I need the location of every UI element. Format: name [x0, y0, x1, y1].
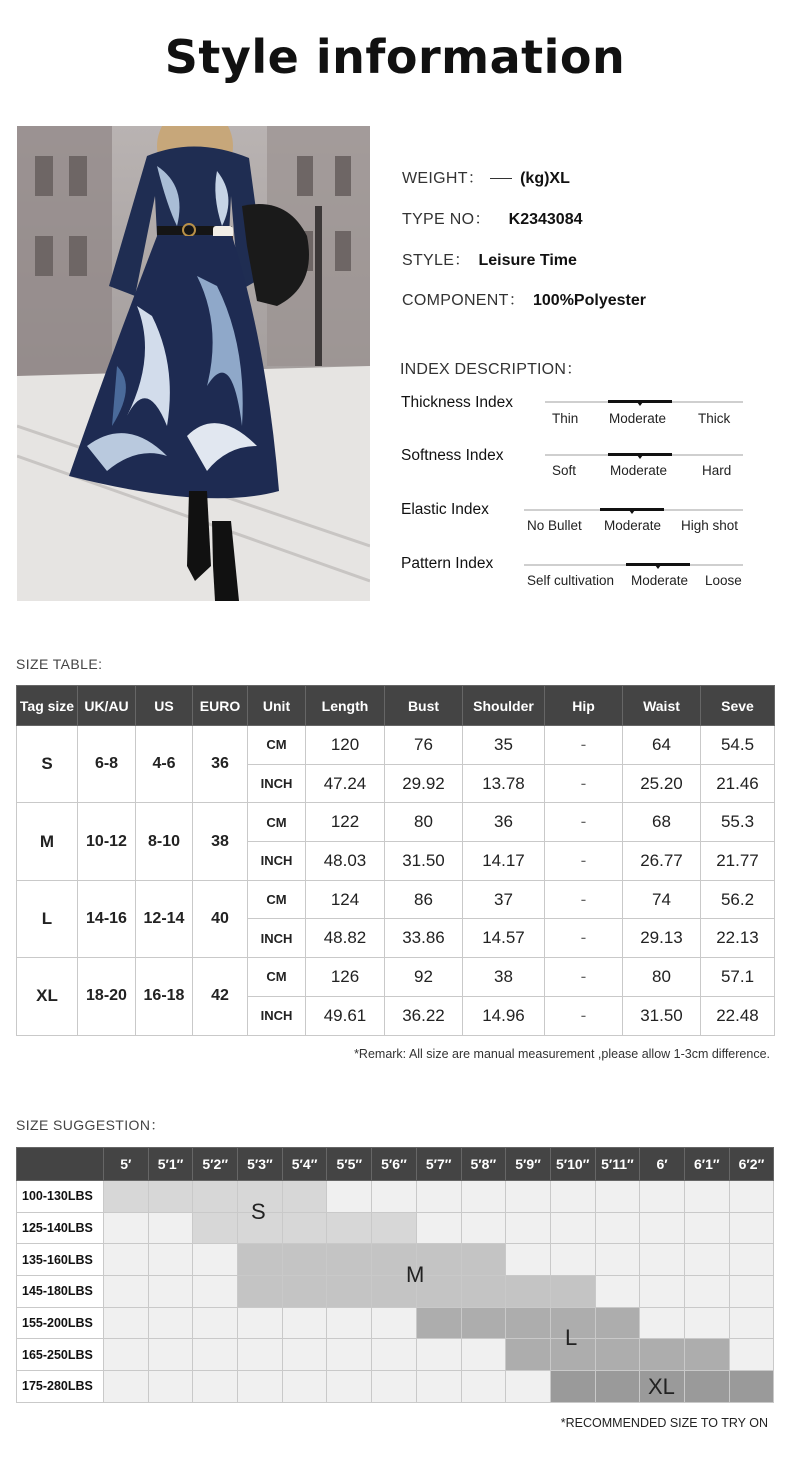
measure-cell: 80: [623, 958, 701, 997]
suggestion-cell: [595, 1244, 640, 1276]
column-header: Seve: [701, 686, 775, 726]
unit-cell: INCH: [248, 919, 306, 958]
height-header: 6′1″: [684, 1148, 729, 1181]
suggestion-cell: [238, 1244, 283, 1276]
weight-cell: 100-130LBS: [17, 1181, 104, 1213]
type-value: K2343084: [508, 211, 583, 228]
suggestion-cell: [461, 1244, 506, 1276]
height-header: 5′11″: [595, 1148, 640, 1181]
column-header: Tag size: [17, 686, 78, 726]
elastic-option: Moderate: [604, 518, 662, 533]
suggestion-cell: [104, 1181, 149, 1213]
suggestion-cell: [327, 1276, 372, 1308]
suggestion-cell: [148, 1339, 193, 1371]
corner-cell: [17, 1148, 104, 1181]
suggestion-cell: [327, 1244, 372, 1276]
measure-cell: 76: [385, 726, 463, 765]
measure-cell: 21.77: [701, 842, 775, 881]
suggestion-cell: [595, 1307, 640, 1339]
suggestion-cell: [416, 1212, 461, 1244]
measure-cell: 36: [463, 803, 545, 842]
suggestion-cell: [193, 1181, 238, 1213]
measure-cell: 22.13: [701, 919, 775, 958]
measure-cell: 47.24: [306, 764, 385, 803]
measure-cell: 57.1: [701, 958, 775, 997]
suggestion-cell: [416, 1339, 461, 1371]
suggestion-cell: [104, 1276, 149, 1308]
unit-cell: CM: [248, 726, 306, 765]
suggestion-cell: [282, 1181, 327, 1213]
suggestion-cell: [238, 1371, 283, 1403]
suggestion-cell: [327, 1307, 372, 1339]
suggestion-cell: [193, 1371, 238, 1403]
suggestion-cell: [148, 1371, 193, 1403]
table-row: [17, 1339, 774, 1371]
thickness-option: Moderate: [609, 411, 667, 426]
weight-cell: 125-140LBS: [17, 1212, 104, 1244]
suggestion-cell: [640, 1307, 685, 1339]
suggestion-cell: [550, 1371, 595, 1403]
measure-cell: -: [545, 996, 623, 1035]
dash-icon: [490, 178, 512, 179]
suggestion-cell: [282, 1339, 327, 1371]
measure-cell: -: [545, 958, 623, 997]
suggestion-cell: [461, 1276, 506, 1308]
unit-cell: INCH: [248, 764, 306, 803]
table-row: [17, 1181, 774, 1213]
suggestion-cell: [506, 1371, 551, 1403]
pattern-option: Moderate: [631, 573, 689, 588]
uk-au-cell: 14-16: [78, 880, 136, 957]
column-header: Length: [306, 686, 385, 726]
measure-cell: -: [545, 919, 623, 958]
suggestion-cell: [148, 1244, 193, 1276]
column-header: Unit: [248, 686, 306, 726]
suggestion-cell: [595, 1371, 640, 1403]
suggestion-cell: [193, 1244, 238, 1276]
tag-size-cell: L: [17, 880, 78, 957]
thickness-index-label: Thickness Index: [401, 394, 513, 411]
tag-size-cell: S: [17, 726, 78, 803]
suggestion-cell: [282, 1276, 327, 1308]
size-xl-label: XL: [648, 1374, 675, 1399]
elastic-index-marker: [600, 508, 664, 511]
suggestion-cell: [461, 1339, 506, 1371]
euro-cell: 42: [193, 958, 248, 1035]
size-suggestion-label: SIZE SUGGESTION：: [16, 1117, 165, 1133]
measure-cell: 48.03: [306, 842, 385, 881]
height-header: 6′2″: [729, 1148, 774, 1181]
suggestion-cell: [282, 1371, 327, 1403]
suggestion-cell: [327, 1371, 372, 1403]
suggestion-cell: [148, 1212, 193, 1244]
table-row: [17, 803, 775, 842]
suggestion-cell: [148, 1307, 193, 1339]
measure-cell: 86: [385, 880, 463, 919]
suggestion-cell: [729, 1371, 774, 1403]
suggestion-cell: [461, 1181, 506, 1213]
suggestion-cell: [372, 1181, 417, 1213]
size-l-label: L: [565, 1325, 578, 1350]
suggestion-cell: [640, 1276, 685, 1308]
pattern-index-label: Pattern Index: [401, 555, 494, 572]
suggestion-cell: [729, 1276, 774, 1308]
measure-cell: 14.57: [463, 919, 545, 958]
suggestion-cell: [282, 1307, 327, 1339]
style-value: Leisure Time: [478, 252, 577, 269]
measure-cell: 25.20: [623, 764, 701, 803]
weight-cell: 155-200LBS: [17, 1307, 104, 1339]
measure-cell: 38: [463, 958, 545, 997]
measure-cell: 92: [385, 958, 463, 997]
suggestion-cell: [372, 1339, 417, 1371]
component-value: 100%Polyester: [533, 292, 646, 309]
suggestion-cell: [640, 1244, 685, 1276]
tag-size-cell: M: [17, 803, 78, 880]
euro-cell: 36: [193, 726, 248, 803]
us-cell: 4-6: [136, 726, 193, 803]
height-header: 5′4″: [282, 1148, 327, 1181]
tag-size-cell: XL: [17, 958, 78, 1035]
measure-cell: 37: [463, 880, 545, 919]
suggestion-cell: [238, 1276, 283, 1308]
measure-cell: 29.13: [623, 919, 701, 958]
size-remark: *Remark: All size are manual measurement ,please allow 1-3cm difference.: [354, 1047, 770, 1061]
softness-option: Soft: [552, 463, 577, 478]
product-photo: [17, 126, 370, 601]
suggestion-cell: [327, 1181, 372, 1213]
column-header: Bust: [385, 686, 463, 726]
euro-cell: 40: [193, 880, 248, 957]
column-header: Shoulder: [463, 686, 545, 726]
suggestion-cell: [148, 1276, 193, 1308]
us-cell: 12-14: [136, 880, 193, 957]
unit-cell: INCH: [248, 842, 306, 881]
height-header: 5′10″: [550, 1148, 595, 1181]
suggestion-cell: [461, 1371, 506, 1403]
measure-cell: 124: [306, 880, 385, 919]
measure-cell: -: [545, 726, 623, 765]
suggestion-cell: [550, 1244, 595, 1276]
suggestion-cell: [684, 1371, 729, 1403]
suggestion-cell: [550, 1212, 595, 1244]
weight-value: (kg)XL: [520, 170, 570, 187]
suggestion-cell: [684, 1339, 729, 1371]
table-row: [17, 958, 775, 997]
suggestion-cell: [193, 1307, 238, 1339]
suggestion-cell: [193, 1212, 238, 1244]
weight-cell: 165-250LBS: [17, 1339, 104, 1371]
measure-cell: 80: [385, 803, 463, 842]
height-header: 5′9″: [506, 1148, 551, 1181]
suggestion-cell: [372, 1307, 417, 1339]
pattern-option: Self cultivation: [527, 573, 615, 588]
suggestion-cell: [506, 1181, 551, 1213]
height-header: 5′8″: [461, 1148, 506, 1181]
suggestion-cell: [729, 1212, 774, 1244]
pattern-option: Loose: [705, 573, 742, 588]
suggestion-cell: [729, 1339, 774, 1371]
measure-cell: 56.2: [701, 880, 775, 919]
suggestion-cell: [416, 1371, 461, 1403]
measure-cell: -: [545, 803, 623, 842]
measure-cell: 14.17: [463, 842, 545, 881]
suggestion-cell: [550, 1276, 595, 1308]
suggestion-cell: [640, 1181, 685, 1213]
suggestion-cell: [104, 1339, 149, 1371]
table-row: [17, 1276, 774, 1308]
suggestion-cell: [640, 1212, 685, 1244]
us-cell: 16-18: [136, 958, 193, 1035]
elastic-index-label: Elastic Index: [401, 501, 489, 518]
suggestion-cell: [506, 1307, 551, 1339]
suggestion-cell: [193, 1339, 238, 1371]
column-header: Hip: [545, 686, 623, 726]
us-cell: 8-10: [136, 803, 193, 880]
measure-cell: 26.77: [623, 842, 701, 881]
suggestion-cell: [282, 1244, 327, 1276]
suggestion-cell: [684, 1307, 729, 1339]
column-header: EURO: [193, 686, 248, 726]
measure-cell: 13.78: [463, 764, 545, 803]
measure-cell: -: [545, 842, 623, 881]
recommended-note: *RECOMMENDED SIZE TO TRY ON: [560, 1416, 768, 1430]
measure-cell: 54.5: [701, 726, 775, 765]
thickness-option: Thin: [552, 411, 579, 426]
table-row: [17, 726, 775, 765]
suggestion-cell: [684, 1212, 729, 1244]
height-header: 5′7″: [416, 1148, 461, 1181]
suggestion-cell: [461, 1212, 506, 1244]
measure-cell: 48.82: [306, 919, 385, 958]
measure-cell: 14.96: [463, 996, 545, 1035]
suggestion-cell: [729, 1307, 774, 1339]
euro-cell: 38: [193, 803, 248, 880]
type-row: [402, 206, 582, 229]
measure-cell: -: [545, 764, 623, 803]
height-header: 5′3″: [238, 1148, 283, 1181]
softness-option: Moderate: [610, 463, 668, 478]
suggestion-cell: [595, 1181, 640, 1213]
size-s-label: S: [251, 1199, 266, 1224]
index-description-title: INDEX DESCRIPTION：: [400, 361, 583, 378]
suggestion-cell: [506, 1339, 551, 1371]
table-row: [17, 1212, 774, 1244]
weight-cell: 175-280LBS: [17, 1371, 104, 1403]
style-label: STYLE：: [402, 252, 471, 269]
measure-cell: 126: [306, 958, 385, 997]
uk-au-cell: 18-20: [78, 958, 136, 1035]
unit-cell: CM: [248, 803, 306, 842]
measure-cell: 64: [623, 726, 701, 765]
unit-cell: CM: [248, 880, 306, 919]
suggestion-cell: [729, 1244, 774, 1276]
suggestion-cell: [461, 1307, 506, 1339]
suggestion-cell: [238, 1307, 283, 1339]
height-header: 5′: [104, 1148, 149, 1181]
measure-cell: 29.92: [385, 764, 463, 803]
suggestion-cell: [104, 1212, 149, 1244]
suggestion-cell: [327, 1212, 372, 1244]
measure-cell: 21.46: [701, 764, 775, 803]
suggestion-cell: [327, 1339, 372, 1371]
measure-cell: 36.22: [385, 996, 463, 1035]
height-header: 5′5″: [327, 1148, 372, 1181]
suggestion-cell: [506, 1212, 551, 1244]
size-m-label: M: [406, 1262, 425, 1287]
measure-cell: 31.50: [385, 842, 463, 881]
size-table-header: [17, 686, 775, 726]
uk-au-cell: 10-12: [78, 803, 136, 880]
weight-cell: 135-160LBS: [17, 1244, 104, 1276]
size-suggestion-header: [17, 1148, 774, 1181]
table-row: [17, 1244, 774, 1276]
table-row: [17, 880, 775, 919]
height-header: 6′: [640, 1148, 685, 1181]
suggestion-cell: [595, 1276, 640, 1308]
unit-cell: CM: [248, 958, 306, 997]
suggestion-cell: [684, 1181, 729, 1213]
thickness-index-marker: [608, 400, 672, 403]
suggestion-cell: [506, 1276, 551, 1308]
suggestion-cell: [416, 1181, 461, 1213]
softness-option: Hard: [702, 463, 732, 478]
measure-cell: 55.3: [701, 803, 775, 842]
suggestion-cell: [640, 1339, 685, 1371]
suggestion-cell: [372, 1371, 417, 1403]
measure-cell: -: [545, 880, 623, 919]
height-header: 5′2″: [193, 1148, 238, 1181]
size-suggestion-table: [16, 1147, 774, 1403]
suggestion-cell: [104, 1307, 149, 1339]
suggestion-cell: [550, 1181, 595, 1213]
suggestion-cell: [193, 1276, 238, 1308]
component-row: [402, 287, 646, 310]
suggestion-cell: [729, 1181, 774, 1213]
measure-cell: 120: [306, 726, 385, 765]
measure-cell: 68: [623, 803, 701, 842]
style-row: [402, 247, 577, 270]
component-label: COMPONENT：: [402, 292, 525, 309]
measure-cell: 33.86: [385, 919, 463, 958]
suggestion-cell: [104, 1244, 149, 1276]
softness-index-marker: [608, 453, 672, 456]
measure-cell: 49.61: [306, 996, 385, 1035]
measure-cell: 122: [306, 803, 385, 842]
suggestion-cell: [372, 1212, 417, 1244]
measure-cell: 22.48: [701, 996, 775, 1035]
suggestion-cell: [416, 1307, 461, 1339]
size-table-label: SIZE TABLE:: [16, 656, 103, 672]
height-header: 5′6″: [372, 1148, 417, 1181]
column-header: UK/AU: [78, 686, 136, 726]
measure-cell: 35: [463, 726, 545, 765]
suggestion-cell: [148, 1181, 193, 1213]
column-header: Waist: [623, 686, 701, 726]
suggestion-cell: [684, 1244, 729, 1276]
measure-cell: 31.50: [623, 996, 701, 1035]
measure-cell: 74: [623, 880, 701, 919]
suggestion-cell: [595, 1212, 640, 1244]
suggestion-cell: [282, 1212, 327, 1244]
elastic-option: High shot: [681, 518, 739, 533]
uk-au-cell: 6-8: [78, 726, 136, 803]
elastic-option: No Bullet: [527, 518, 582, 533]
size-table: [16, 685, 775, 1036]
pattern-index-marker: [626, 563, 690, 566]
weight-row: [402, 165, 570, 188]
model-dress-image: [17, 126, 370, 601]
suggestion-cell: [238, 1339, 283, 1371]
page-title: Style information: [164, 30, 626, 84]
unit-cell: INCH: [248, 996, 306, 1035]
column-header: US: [136, 686, 193, 726]
thickness-option: Thick: [698, 411, 731, 426]
suggestion-cell: [684, 1276, 729, 1308]
height-header: 5′1″: [148, 1148, 193, 1181]
suggestion-cell: [104, 1371, 149, 1403]
softness-index-label: Softness Index: [401, 447, 504, 464]
type-label: TYPE NO：: [402, 211, 491, 228]
suggestion-cell: [595, 1339, 640, 1371]
weight-cell: 145-180LBS: [17, 1276, 104, 1308]
table-row: [17, 1307, 774, 1339]
suggestion-cell: [506, 1244, 551, 1276]
weight-label: WEIGHT：: [402, 170, 485, 187]
